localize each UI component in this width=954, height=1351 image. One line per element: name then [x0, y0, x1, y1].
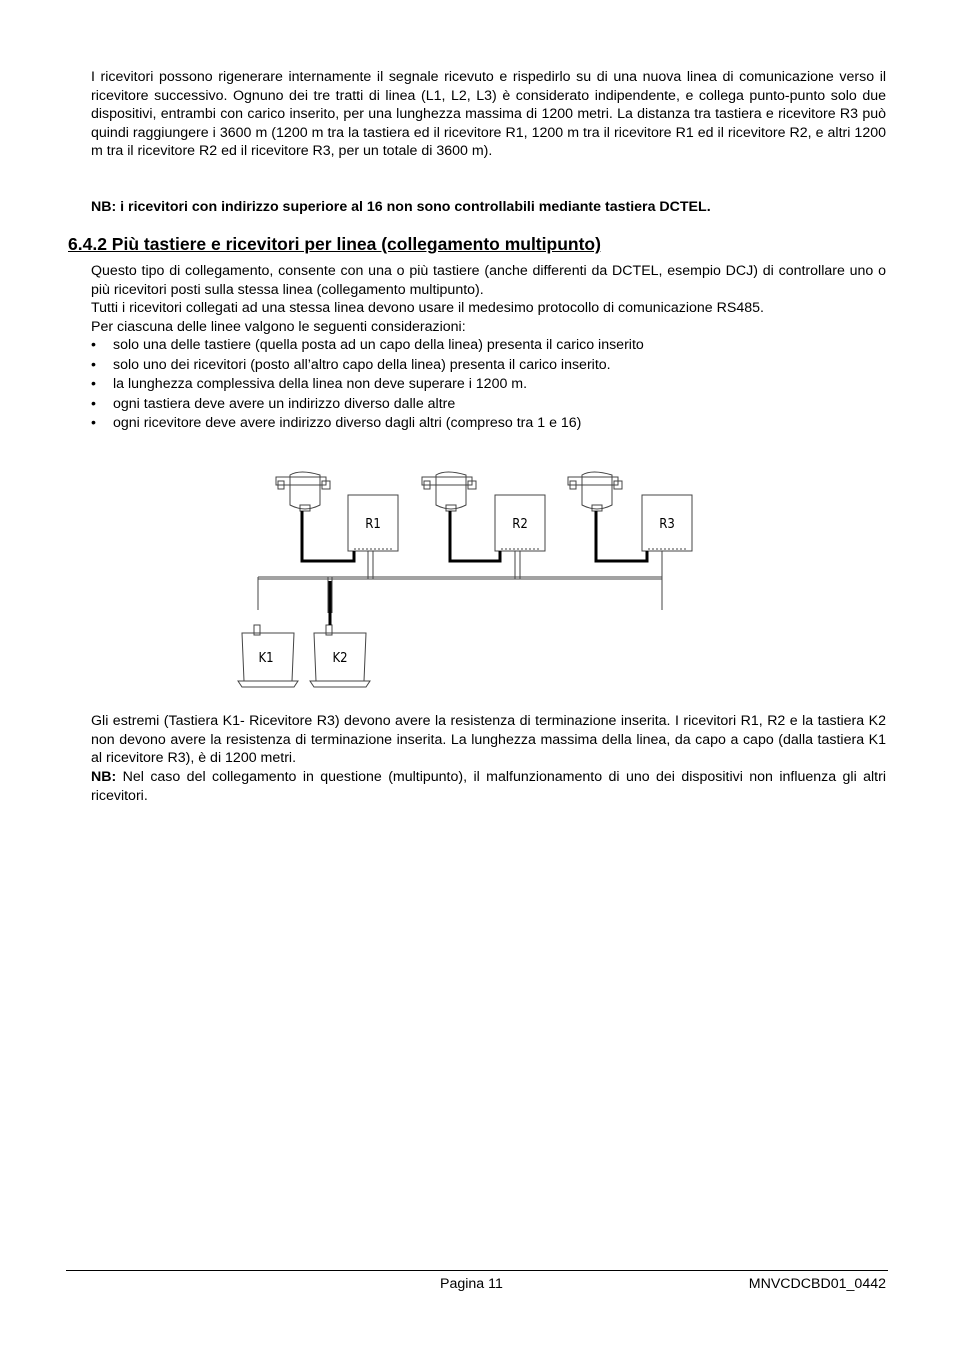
camera-cable-r3 — [596, 511, 647, 561]
camera-cable-r2 — [450, 511, 500, 561]
multipoint-wiring-diagram — [230, 465, 700, 695]
receiver-r3-label: R3 — [659, 517, 675, 532]
receiver-r1-label: R1 — [365, 517, 381, 532]
camera-cable-r1 — [302, 511, 354, 561]
description-line: Questo tipo di collegamento, consente con una o più tastiere (anche differenti da DCTEL, esempio DCJ) di controllare uno o più ricevitori posti sulla stessa linea (collegamento multipunto). — [91, 263, 886, 298]
description-line: Tutti i ricevitori collegati ad una stessa linea devono usare il medesimo protocollo di comunicazione RS485. — [91, 300, 764, 316]
camera-icon — [422, 472, 476, 511]
multipoint-description — [91, 262, 886, 336]
footer-divider — [66, 1270, 888, 1271]
document-code: MNVCDCBD01_0442 — [748, 1276, 886, 1292]
list-item: • la lunghezza complessiva della linea non deve superare i 1200 m. — [91, 375, 886, 395]
keyboard-k1-label: K1 — [258, 651, 274, 666]
note-label: NB: — [91, 769, 117, 785]
note-multipoint — [91, 768, 886, 805]
termination-paragraph: Gli estremi (Tastiera K1- Ricevitore R3) devono avere la resistenza di terminazione inserita. I ricevitori R1, R2 e la tastiera K2 non devono avere la resistenza di terminazione inserita. La lunghezza massima della linea, da capo a capo (dalla tastiera K1 al ricevitore R3), è di 1200 metri. — [91, 713, 886, 766]
list-item: • ogni ricevitore deve avere indirizzo diverso dagli altri (compreso tra 1 e 16) — [91, 414, 886, 434]
list-item: • solo uno dei ricevitori (posto all’altro capo della linea) presenta il carico inserito. — [91, 356, 886, 376]
intro-paragraph: I ricevitori possono rigenerare internamente il segnale ricevuto e rispedirlo su di una nuova linea di comunicazione verso il ricevitore successivo. Ognuno dei tre tratti di linea (L1, L2, L3) è considerato indipendente, e collega punto-punto solo due dispositivi, entrambi con carico inserito, per una lunghezza massima di 1200 metri. La distanza tra tastiera e ricevitore R3 può quindi raggiungere i 3600 m (1200 m tra la tastiera ed il ricevitore R1, 1200 m tra il ricevitore R1 ed il ricevitore R2, e altri 1200 m tra il ricevitore R2 ed il ricevitore R3, per un totale di 3600 m). — [91, 69, 886, 159]
list-item: • solo una delle tastiere (quella posta ad un capo della linea) presenta il carico inserito — [91, 336, 886, 356]
page-number: Pagina 11 — [440, 1276, 503, 1292]
note-dctel-address: NB: i ricevitori con indirizzo superiore al 16 non sono controllabili mediante tastiera DCTEL. — [91, 199, 711, 215]
description-line: Per ciascuna delle linee valgono le seguenti considerazioni: — [91, 318, 466, 335]
camera-icon — [276, 472, 330, 511]
keyboard-k2-label: K2 — [332, 651, 348, 666]
camera-icon — [568, 472, 622, 511]
section-heading: 6.4.2 Più tastiere e ricevitori per linea (collegamento multipunto) — [68, 234, 601, 254]
considerations-list — [91, 336, 886, 434]
note-text: Nel caso del collegamento in questione (multipunto), il malfunzionamento di uno dei dispositivi non influenza gli altri ricevitori. — [91, 769, 886, 804]
list-item: • ogni tastiera deve avere un indirizzo diverso dalle altre — [91, 395, 886, 415]
receiver-r2-label: R2 — [512, 517, 528, 532]
